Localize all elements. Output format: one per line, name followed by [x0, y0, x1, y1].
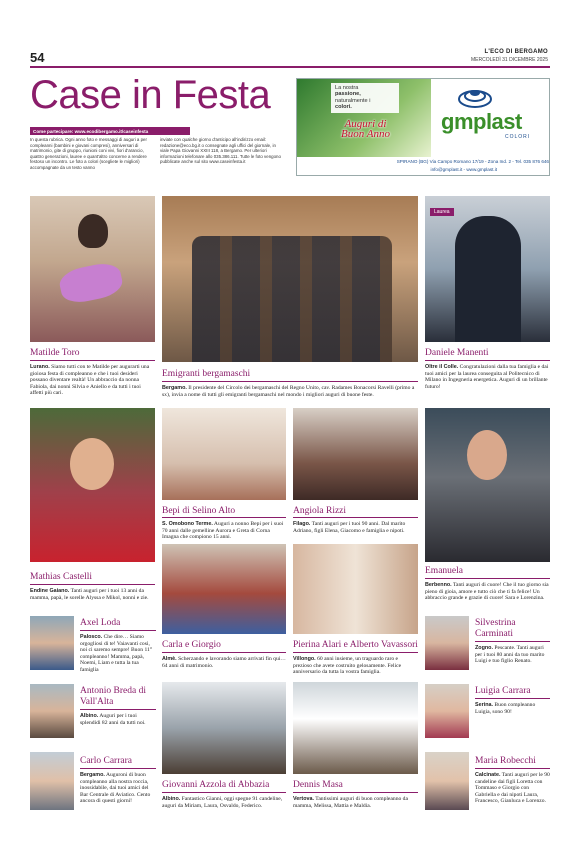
photo-silvestrina [425, 616, 469, 670]
rule-silvestrina [475, 641, 550, 642]
text-matilde: Siamo tutti con te Matilde per augurarti una gioiosa festa di compleanno e che i tuoi desideri possano diventare realtà! Un abbraccio da nonna Fabiola, dai nonni Silvia e Aniello e da tutti i tuoi affetti più cari. [30, 364, 150, 397]
page-number: 54 [30, 50, 45, 65]
name-emanuela: Emanuela [425, 566, 463, 576]
caption-giovanni [162, 796, 286, 809]
group-figures [192, 236, 392, 362]
rule-matilde [30, 360, 155, 361]
gmplast-logo-icon [455, 85, 495, 109]
caption-antonio [80, 713, 156, 726]
place-daniele: Oltre il Colle. [425, 364, 459, 370]
caption-mathias [30, 588, 155, 601]
publication-name: L'ECO DI BERGAMO [484, 49, 548, 55]
photo-emigranti [162, 196, 418, 362]
text-daniele: Congratulazioni dalla tua famiglia e dai tuoi amici per la laurea conseguita al Politecnico di Milano in Ingegneria energetica. Auguri di un brillante futuro! [425, 364, 549, 390]
rule-luigia [475, 698, 550, 699]
intro-text-col1: In questa rubrica. Ogni anno foto e messaggi di auguri a per compleanni (bambini e giovani compresi), anniversari di matrimonio, gite di gruppo, riunioni coni vivi, fiori d'arancio, quattro generazioni, lauree e quant'altro concerne a rendere festoso un incontro. Le foto a colori (scegliete le migliori) accompagnate da un testo vanno [30, 137, 147, 170]
name-carlo: Carlo Carrara [80, 756, 132, 766]
photo-dennis [293, 682, 418, 774]
place-luigia: Serina. [475, 702, 493, 708]
name-carla: Carla e Giorgio [162, 640, 221, 650]
place-dennis: Vertova. [293, 796, 314, 802]
rule-dennis [293, 792, 418, 793]
rule-antonio [80, 709, 156, 710]
photo-luigia [425, 684, 469, 738]
place-carlo: Bergamo. [80, 772, 105, 778]
photo-mathias [30, 408, 155, 562]
text-emigranti: Il presidente del Circolo dei bergamaschi del Regno Unito, cav. Radames Bonacorsi Ravelli (primo a sx), invia a nome di tutti gli emigranti bergamaschi nel mondo i migliori auguri di buone feste. [162, 385, 415, 398]
rule-bepi [162, 517, 286, 518]
caption-pierina [293, 656, 418, 676]
rule-maria [475, 768, 550, 769]
photo-carlo [30, 752, 74, 810]
caption-emanuela [425, 582, 550, 602]
text-giovanni: Fantastico Gianni, oggi spegne 91 candeline, auguri da Miriam, Laura, Osvaldo, Federico. [162, 796, 283, 809]
ad-slogan-line2: passione, [335, 91, 361, 98]
caption-bepi [162, 521, 286, 541]
caption-silvestrina [475, 645, 550, 665]
rule-mathias [30, 584, 155, 585]
ad-greeting-line2: Buon Anno [341, 128, 390, 140]
photo-emanuela [425, 408, 550, 562]
section-title: Case in Festa [30, 73, 271, 117]
name-dennis: Dennis Masa [293, 780, 343, 790]
place-carla: Almè. [162, 656, 177, 662]
name-mathias: Mathias Castelli [30, 572, 93, 582]
text-carla: Scherzando e lavorando siamo arrivati fin qui… 64 anni di matrimonio. [162, 656, 286, 669]
ad-brand: gmplast [441, 109, 522, 134]
text-angiola: Tanti auguri per i tuoi 90 anni. Dal marito Adriano, figli Elena, Giacomo e famiglia e nipoti. [293, 521, 406, 534]
ad-contact: info@gmplast.it - www.gmplast.it [430, 167, 497, 172]
name-bepi: Bepi di Selino Alto [162, 506, 236, 516]
name-matilde: Matilde Toro [30, 348, 80, 358]
name-maria: Maria Robecchi [475, 756, 536, 766]
place-antonio: Albino. [80, 713, 99, 719]
participate-banner: Come partecipare: www.ecodibergamo.it/caseinfesta [30, 127, 190, 135]
photo-antonio [30, 684, 74, 738]
place-maria: Calcinate. [475, 772, 501, 778]
caption-matilde [30, 364, 155, 397]
text-luigia: Buon compleanno Luigia, sono 90! [475, 702, 536, 715]
place-angiola: Filago. [293, 521, 311, 527]
photo-matilde [30, 196, 155, 342]
photo-giovanni [162, 682, 286, 774]
text-silvestrina: Pescante. Tanti auguri per i tuoi 80 anni da tuo marito Luigi e tuo figlio Renato. [475, 645, 545, 665]
ad-slogan-line4: colori. [335, 104, 352, 111]
ad-slogan [335, 85, 370, 111]
photo-daniele [425, 196, 550, 342]
photo-angiola [293, 408, 418, 500]
rule-axel [80, 630, 156, 631]
name-axel: Axel Loda [80, 618, 121, 628]
name-silvestrina: Silvestrina Carminati [475, 618, 516, 639]
woman-face [467, 430, 507, 480]
text-bepi: Auguri a nonno Bepi per i suoi 70 anni dalle gemelline Aurora e Greta di Corna Imagna che compiono 15 anni. [162, 521, 284, 541]
advertisement[interactable] [296, 78, 550, 176]
photo-bepi [162, 408, 286, 500]
ad-greeting-line1: Auguri di [344, 118, 387, 130]
place-silvestrina: Zogno. [475, 645, 493, 651]
caption-carlo [80, 772, 156, 805]
ad-brand-sub: COLORI [505, 134, 531, 140]
name-pierina: Pierina Alari e Alberto Vavassori [293, 640, 418, 650]
graduate-figure [455, 216, 521, 342]
name-giovanni: Giovanni Azzola di Abbazia [162, 780, 270, 790]
place-pierina: Villongo. [293, 656, 316, 662]
rule-emanuela [425, 578, 550, 579]
issue-date: MERCOLEDÌ 31 DICEMBRE 2025 [471, 57, 548, 63]
place-bepi: S. Omobono Terme. [162, 521, 213, 527]
caption-angiola [293, 521, 418, 534]
ad-address: SPIRANO (BG) Via Campo Romano 17/19 - Zona Ind. 2 - Tel. 035 876 646 [396, 159, 549, 164]
ad-slogan-line3: naturalmente i [335, 97, 371, 104]
name-antonio: Antonio Breda di Vall'Alta [80, 686, 146, 707]
rule-giovanni [162, 792, 286, 793]
photo-carla [162, 544, 286, 634]
place-emanuela: Berbenno. [425, 582, 452, 588]
caption-maria [475, 772, 550, 805]
text-antonio: Auguri per i tuoi splendidi 82 anni da tutti noi. [80, 713, 146, 726]
ad-slogan-line1: La nostra [335, 85, 359, 91]
ad-greeting [341, 119, 390, 139]
name-daniele: Daniele Manenti [425, 348, 489, 358]
text-emanuela: Tanti auguri di cuore! Che il tuo giorno sia pieno di gioia, amore e tutto ciò che ti fa felice! Un abbraccio grande e grazie di cuore! Sara e Lorenzina. [425, 582, 549, 602]
name-angiola: Angiola Rizzi [293, 506, 347, 516]
caption-daniele [425, 364, 550, 390]
place-giovanni: Albino. [162, 796, 181, 802]
girl-figure [78, 214, 108, 248]
caption-carla [162, 656, 286, 669]
name-emigranti: Emigranti bergamaschi [162, 369, 251, 379]
text-pierina: 60 anni insieme, un traguardo raro e prezioso che avete costruito gelosamente. Felice anniversario da tutta la vostra famiglia. [293, 656, 402, 676]
boy-face [70, 438, 114, 490]
place-axel: Palosco. [80, 634, 103, 640]
text-dennis: Tantissimi auguri di buon compleanno da mamma, Melissa, Mattia e Maldia. [293, 796, 408, 809]
caption-emigranti [162, 385, 418, 398]
rule-emigranti [162, 381, 418, 382]
rule-pierina [293, 652, 418, 653]
text-axel: Che dire… Siamo orgogliosi di te! Vaiavanti così, noi ci saremo sempre! Buon 11° compleanno! Mamma, papà, Noemi, Liam e tutta la tua famiglia [80, 634, 153, 673]
photo-pierina [293, 544, 418, 634]
rule-angiola [293, 517, 418, 518]
intro-text-col2: inviate con qualche giorno d'anticipo all'indirizzo email: redazione@eco.bg.it o consegnate agli uffici del giornale, in viale Papa Giovanni XXIII 118, a Bergamo. Per ulteriori informazioni telefonare allo 035.386.111. Tutte le foto vengono pubblicate anche sul sito www.caseinfesta.it [160, 137, 281, 165]
rule-carlo [80, 768, 156, 769]
caption-dennis [293, 796, 418, 809]
header-rule [30, 66, 550, 68]
text-mathias: Tanti auguri per i tuoi 13 anni da mamma, papà, le sorelle Alyssa e Mikol, nonni e zie. [30, 588, 149, 601]
photo-maria [425, 752, 469, 810]
caption-luigia [475, 702, 550, 715]
text-maria: Tanti auguri per le 90 candeline dai figli Loretta con Tommaso e Giorgio con Gabriella e dai nipoti Laura, Francesco, Gianluca e Lorenzo. [475, 772, 550, 805]
rule-carla [162, 652, 286, 653]
place-matilde: Lurano. [30, 364, 50, 370]
badge-laurea: Laurea [430, 208, 454, 216]
name-luigia: Luigia Carrara [475, 686, 531, 696]
rule-daniele [425, 360, 550, 361]
caption-axel [80, 634, 156, 674]
place-emigranti: Bergamo. [162, 385, 187, 391]
text-carlo: Auguroni di buon compleanno alla nostra roccia, inossidabile, dai tuoi amici del Bar Centrale di Aviatico. Cento ancora di questi giorni! [80, 772, 151, 805]
photo-axel [30, 616, 74, 670]
place-mathias: Endine Gaiano. [30, 588, 70, 594]
